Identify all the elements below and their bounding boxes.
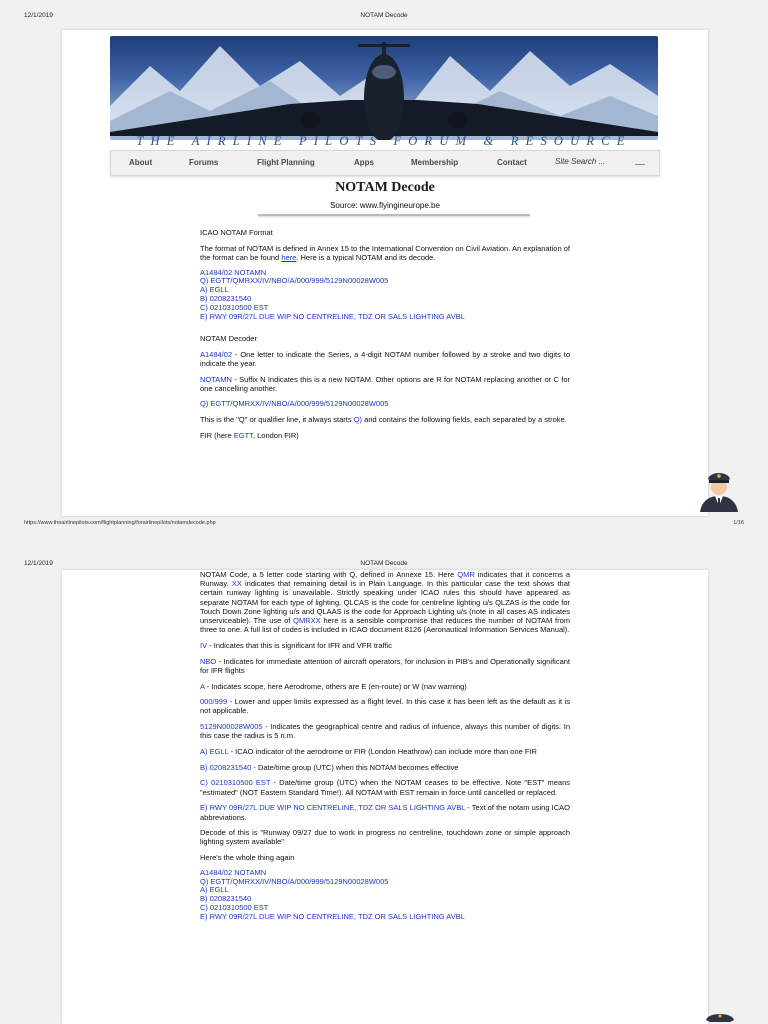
e-paragraph — [200, 803, 570, 821]
airliner-banner-image — [110, 36, 658, 140]
fir-code: EGTT — [233, 430, 253, 440]
web-page-sheet — [62, 30, 708, 516]
print-page-number: 1/16 — [733, 520, 744, 526]
nbo-paragraph — [200, 657, 570, 675]
format-text: The format of NOTAM is defined in Annex 15 to the International Convention on Civil Aviation. An explanation of the format can be found — [200, 243, 570, 262]
q-code: Q) — [353, 415, 363, 425]
limits-paragraph — [200, 697, 570, 715]
q-line: Q) EGTT/QMRXX/IV/NBO/A/000/999/5129N00028W005 — [200, 399, 389, 409]
nbo-text: - Indicates for immediate attention of aircraft operators, for inclusion in PIB's and Operationally significant for IFR flights — [200, 656, 570, 675]
qmrxx-code: QMRXX — [293, 616, 321, 626]
title-divider — [258, 214, 530, 216]
site-nav-bar — [110, 150, 660, 176]
scope-text: - Indicates scope, here Aerodrome, others are E (en-route) or W (nav warning) — [204, 681, 467, 691]
notamn-paragraph — [200, 375, 570, 393]
web-page-sheet — [62, 570, 708, 1024]
pilot-avatar-icon[interactable] — [700, 1008, 740, 1024]
notam-line: C) 0210310500 EST — [200, 302, 269, 312]
notam-line: A) EGLL — [200, 885, 229, 895]
notam-line: B) 0208231540 — [200, 294, 252, 303]
nav-about[interactable]: About — [129, 158, 153, 167]
iv-code: IV — [200, 640, 208, 650]
scope-paragraph — [200, 682, 570, 691]
page-source: Source: www.flyingineurope.be — [330, 201, 440, 210]
notam-line: B) 0208231540 — [200, 894, 252, 904]
b-code: B) 0208231540 — [200, 762, 252, 772]
q-text-end: and contains the following fields, each separated by a stroke. — [362, 415, 567, 425]
nav-flight-planning[interactable]: Flight Planning — [257, 158, 315, 167]
c-paragraph — [200, 778, 570, 796]
whole-thing-paragraph: Here's the whole thing again — [200, 853, 295, 863]
b-text: - Date/time group (UTC) when this NOTAM becomes effective — [251, 762, 459, 772]
limits-text: - Lower and upper limits expressed as a flight level. In this case it has been left as the default as it is not applicable. — [200, 697, 570, 716]
print-page-2 — [0, 548, 768, 1024]
geo-text: - Indicates the geographical centre and radius of infuence, always this number of digits. In this case the radius is 5 n.m. — [200, 722, 570, 741]
notam-code-text: NOTAM Code, a 5 letter code starting with Q, defined in Annexe 15. Here — [200, 570, 458, 579]
limits-code: 000/999 — [200, 697, 228, 707]
nav-membership[interactable]: Membership — [411, 158, 459, 167]
aerodrome-code: A) EGLL — [200, 747, 229, 757]
xx-code: XX — [231, 579, 242, 589]
site-banner — [110, 36, 658, 140]
c-text: - Date/time group (UTC) when the NOTAM ceases to be effective. Note "EST" means "estimated" (NOT Eastern Standard Time!). All NOTAM with EST remain in force until cancelled or replaced. — [200, 778, 570, 797]
notam-line: Q) EGTT/QMRXX/IV/NBO/A/000/999/5129N00028W005 — [200, 876, 389, 886]
c-code: C) 0210310500 EST — [200, 778, 271, 788]
e-text: - Text of the notam using ICAO abbreviations. — [200, 803, 570, 822]
site-search-input[interactable]: Site Search ... — [555, 157, 606, 166]
nav-forums[interactable]: Forums — [189, 158, 219, 167]
page-title: NOTAM Decode — [335, 180, 435, 195]
geo-code: 5129N00028W005 — [200, 722, 263, 732]
fir-text: FIR (here — [200, 430, 234, 440]
site-tagline: THE AIRLINE PILOTS FORUM & RESOURCE — [136, 134, 632, 148]
notam-line: E) RWY 09R/27L DUE WIP NO CENTRELINE, TDZ OR SALS LIGHTING AVBL — [200, 911, 465, 921]
notam-code-text: here is a sensible compromise that reduces the number of NOTAM from three to one. A full list of codes is included in ICAO document 8126 (Aeronautical Information Services Manual). — [200, 616, 570, 635]
notam-line: C) 0210310500 EST — [200, 903, 269, 913]
notam-example-block — [200, 269, 570, 322]
aerodrome-paragraph — [200, 747, 570, 756]
print-url: https://www.theairlinepilots.com/flightplanning/forairlinepilots/notamdecode.php — [24, 520, 216, 526]
aerodrome-text: - ICAO indicator of the aerodrome or FIR (London Heathrow) can include more than one FIR — [228, 747, 537, 757]
notam-line: A) EGLL — [200, 285, 229, 295]
decoder-heading: NOTAM Decoder — [200, 333, 257, 343]
geo-paragraph — [200, 722, 570, 740]
notamn-text: - Suffix N Indicates this is a new NOTAM. Other options are R for NOTAM replacing another or C for one cancelling another. — [200, 374, 570, 393]
print-title: NOTAM Decode — [360, 560, 408, 567]
format-paragraph — [200, 244, 570, 262]
here-link[interactable]: here — [281, 252, 297, 262]
format-heading: ICAO NOTAM Format — [200, 228, 273, 237]
format-text-end: . Here is a typical NOTAM and its decode. — [296, 252, 436, 262]
q-text: This is the "Q" or qualifier line, it always starts — [200, 415, 354, 425]
e-code: E) RWY 09R/27L DUE WIP NO CENTRELINE, TDZ OR SALS LIGHTING AVBL — [200, 803, 466, 813]
article-body-page-2 — [200, 570, 570, 928]
print-date: 12/1/2019 — [24, 560, 53, 567]
notam-line: A1484/02 NOTAMN — [200, 267, 267, 277]
nav-contact[interactable]: Contact — [497, 158, 527, 167]
fir-paragraph — [200, 431, 570, 440]
series-text: - One letter to indicate the Series, a 4-digit NOTAM number followed by a stroke and two digits to indicate the year. — [200, 349, 570, 368]
print-date: 12/1/2019 — [24, 12, 53, 19]
article-body-page-1 — [200, 228, 570, 447]
fir-text-end: , London FIR) — [252, 430, 299, 440]
series-paragraph — [200, 350, 570, 368]
print-title: NOTAM Decode — [360, 12, 408, 19]
notam-code-text: indicates that remaining detail is in Plain Language. In this particular case the text shows that certain runway lighting is unavailable. Strictly speaking under ICAO rules this should have appeared as separate NOTAM for each type of lighting. QLCAS is the code for centreline lighting u/s QLZAS is the code for Touch Down Zone lighting u/s and QLAAS is the code for Approach Lighting u/s (note in all cases AS indicates unserviceable). The use of — [200, 579, 570, 626]
scope-code: A — [200, 681, 205, 691]
iv-paragraph — [200, 641, 570, 650]
notam-repeat-block — [200, 869, 570, 922]
notam-line: Q) EGTT/QMRXX/IV/NBO/A/000/999/5129N00028W005 — [200, 276, 389, 286]
qmr-code: QMR — [457, 570, 475, 579]
series-code: A1484/02 — [200, 349, 233, 359]
notam-line: A1484/02 NOTAMN — [200, 867, 267, 877]
iv-text: - Indicates that this is significant for IFR and VFR traffic — [207, 640, 393, 650]
notam-line: E) RWY 09R/27L DUE WIP NO CENTRELINE, TDZ OR SALS LIGHTING AVBL — [200, 311, 465, 321]
notam-code-paragraph — [200, 570, 570, 634]
search-submit-button[interactable] — [635, 164, 645, 165]
notam-code-text: indicates that it concerns a Runway. — [200, 570, 570, 589]
q-paragraph — [200, 415, 570, 424]
decode-paragraph: Decode of this is "Runway 09/27 due to work in progress no centreline, touchdown zone or simple approach lighting system available" — [200, 828, 570, 847]
notamn-code: NOTAMN — [200, 374, 232, 384]
nav-apps[interactable]: Apps — [354, 158, 374, 167]
pilot-avatar-icon[interactable] — [696, 466, 742, 512]
nbo-code: NBO — [200, 656, 217, 666]
b-paragraph — [200, 763, 570, 772]
